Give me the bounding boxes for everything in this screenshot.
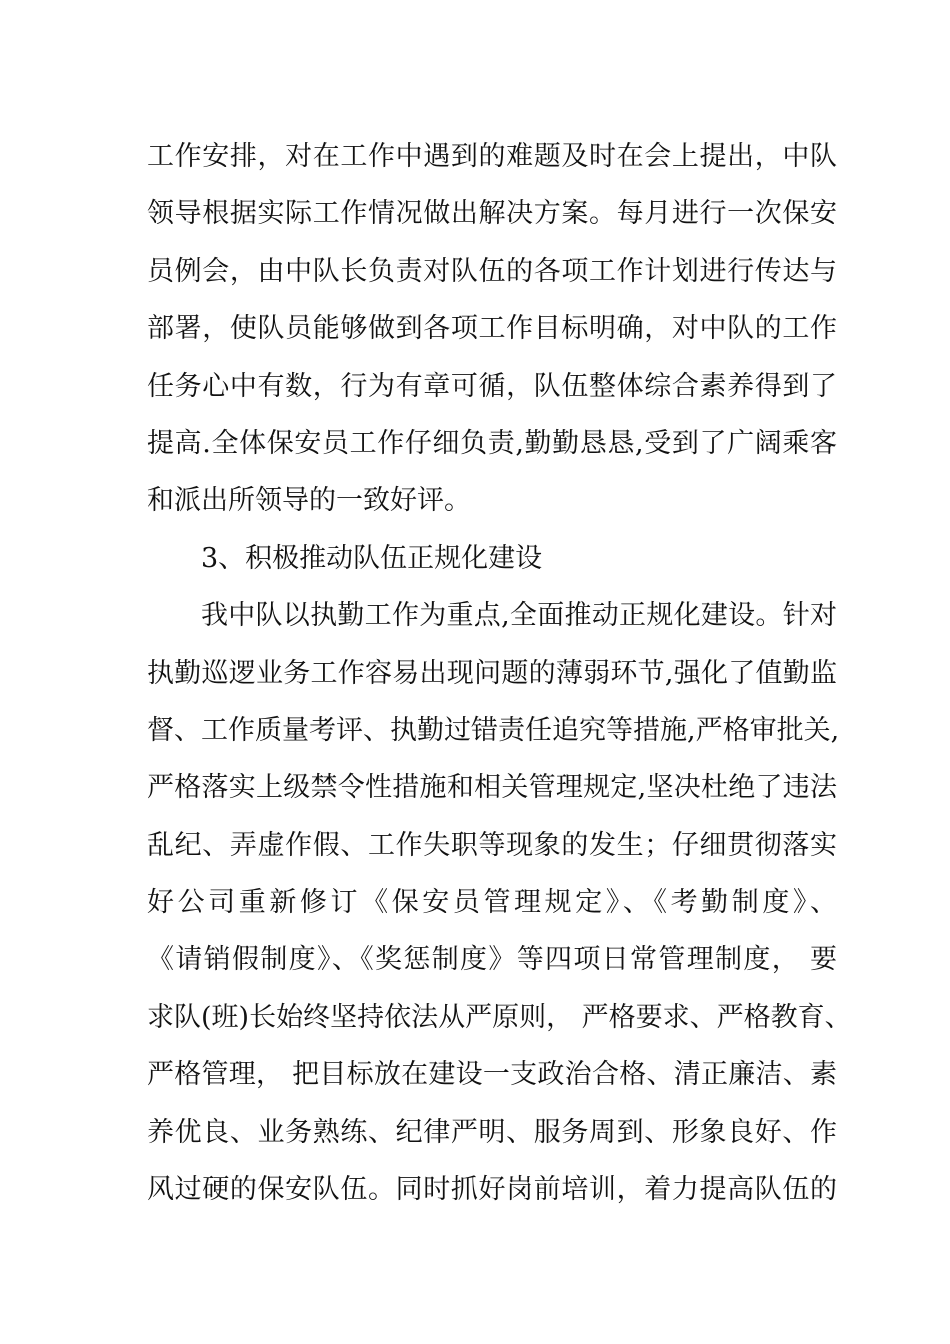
text-line: 《请销假制度》、《奖惩制度》等四项日常管理制度， 要 [147,944,837,976]
text-line: 风过硬的保安队伍。同时抓好岗前培训，着力提高队伍的 [147,1174,837,1206]
text-line: 严格落实上级禁令性措施和相关管理规定,坚决杜绝了违法 [147,772,837,804]
text-line: 提高.全体保安员工作仔细负责,勤勤恳恳,受到了广阔乘客 [147,427,837,459]
text-line: 3、积极推动队伍正规化建设 [201,542,543,574]
text-line: 养优良、业务熟练、纪律严明、服务周到、形象良好、作 [147,1116,837,1148]
text-line: 严格管理， 把目标放在建设一支政治合格、清正廉洁、素 [147,1059,837,1091]
text-line: 工作安排，对在工作中遇到的难题及时在会上提出，中队 [147,141,837,172]
text-line: 领导根据实际工作情况做出解决方案。每月进行一次保安 [147,198,837,230]
document-body [147,128,852,1218]
text-line: 和派出所领导的一致好评。 [147,485,471,517]
text-line: 求队(班)长始终坚持依法从严原则， 严格要求、严格教育、 [147,1001,852,1033]
text-line: 好公司重新修订《保安员管理规定》、《考勤制度》、 [147,887,837,919]
text-line: 乱纪、弄虚作假、工作失职等现象的发生；仔细贯彻落实 [147,829,837,861]
text-line: 执勤巡逻业务工作容易出现问题的薄弱环节,强化了值勤监 [147,657,837,689]
text-line: 员例会，由中队长负责对队伍的各项工作计划进行传达与 [147,255,837,287]
text-line: 督、工作质量考评、执勤过错责任追究等措施,严格审批关, [147,714,840,746]
text-line: 任务心中有数，行为有章可循，队伍整体综合素养得到了 [147,370,837,402]
text-line: 部署，使队员能够做到各项工作目标明确，对中队的工作 [147,313,837,345]
text-line: 我中队以执勤工作为重点,全面推动正规化建设。针对 [201,600,837,632]
